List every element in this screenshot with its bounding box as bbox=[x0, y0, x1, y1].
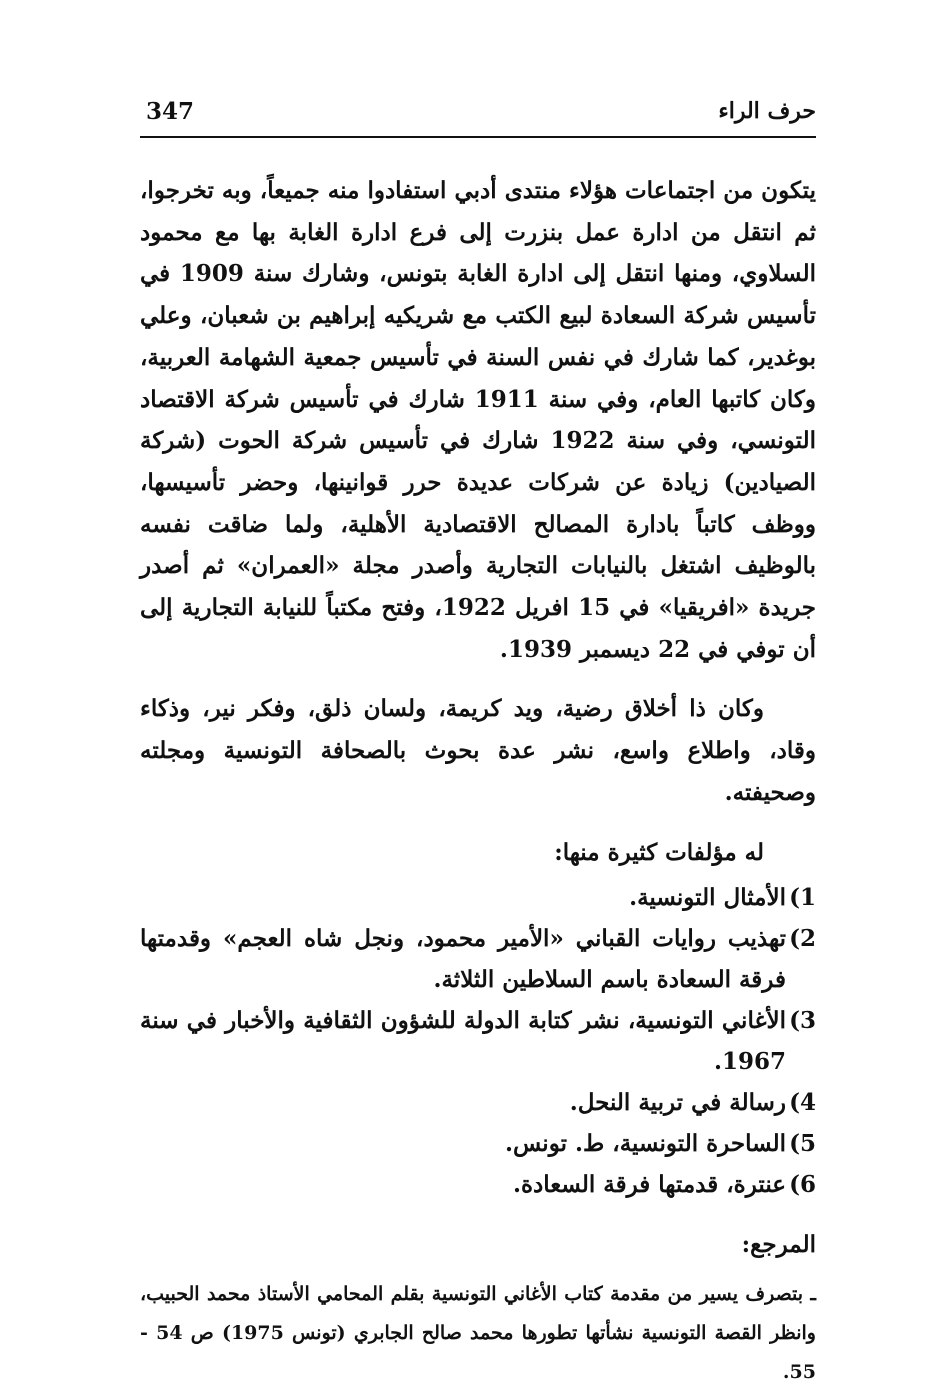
list-item-text: تهذيب روايات القباني «الأمير محمود، ونجل شاه العجم» وقدمتها فرقة السعادة باسم السلاطين الثلاثة. bbox=[140, 924, 786, 993]
list-item-number: 6) bbox=[789, 1170, 816, 1198]
list-item-number: 1) bbox=[789, 883, 816, 911]
list-item-number: 2) bbox=[789, 924, 816, 952]
list-item-text: الأمثال التونسية. bbox=[629, 883, 786, 911]
works-list bbox=[140, 877, 816, 1205]
list-item bbox=[140, 1082, 816, 1123]
list-item-text: عنترة، قدمتها فرقة السعادة. bbox=[512, 1170, 786, 1198]
works-intro: له مؤلفات كثيرة منها: bbox=[554, 838, 764, 866]
reference-text: ـ بتصرف يسير من مقدمة كتاب الأغاني التونسية بقلم المحامي الأستاذ محمد الحبيب، وانظر القصة التونسية نشأتها تطورها محمد صالح الجابري (تونس 1975) ص 54 - 55. bbox=[140, 1282, 816, 1383]
character-paragraph: وكان ذا أخلاق رضية، ويد كريمة، ولسان ذلق، وفكر نير، وذكاء وقاد، واطلاع واسع، نشر عدة بحوث بالصحافة التونسية ومجلته وصحيفته. bbox=[140, 695, 816, 806]
list-item bbox=[140, 877, 816, 918]
list-item-number: 4) bbox=[789, 1088, 816, 1116]
biography-paragraph: يتكون من اجتماعات هؤلاء منتدى أدبي استفادوا منه جميعاً، وبه تخرجوا، ثم انتقل من ادارة عمل بنزرت إلى فرع ادارة الغابة بها مع محمود السلاوي، ومنها انتقل إلى ادارة الغابة بتونس، وشارك سنة 1909 في تأسيس شركة السعادة لبيع الكتب مع شريكيه إبراهيم بن شعبان، وعلي بوغدير، كما شارك في نفس السنة في تأسيس جمعية الشهامة العربية، وكان كاتبها العام، وفي سنة 1911 شارك في تأسيس شركة الاقتصاد التونسي، وفي سنة 1922 شارك في تأسيس شركة الحوت (شركة الصيادين) زيادة عن شركات عديدة حرر قوانينها، وحضر تأسيسها، ووظف كاتباً بادارة المصالح الاقتصادية الأهلية، ولما ضاقت نفسه بالوظيف اشتغل بالنيابات التجارية وأصدر مجلة «العمران» ثم أصدر جريدة «افريقيا» في 15 افريل 1922، وفتح مكتباً للنيابة التجارية إلى أن توفي في 22 ديسمبر 1939. bbox=[140, 177, 816, 663]
list-item-text: الساحرة التونسية، ط. تونس. bbox=[504, 1129, 786, 1157]
list-item bbox=[140, 1000, 816, 1082]
page-header bbox=[140, 96, 816, 138]
list-item-number: 5) bbox=[789, 1129, 816, 1157]
list-item-text: الأغاني التونسية، نشر كتابة الدولة للشؤون الثقافية والأخبار في سنة 1967. bbox=[140, 1006, 786, 1075]
list-item bbox=[140, 1164, 816, 1205]
page-body bbox=[140, 170, 816, 1392]
list-item bbox=[140, 918, 816, 1000]
list-item-text: رسالة في تربية النحل. bbox=[569, 1088, 786, 1116]
chapter-title: حرف الراء bbox=[718, 98, 816, 124]
page-number: 347 bbox=[146, 98, 195, 125]
list-item-number: 3) bbox=[789, 1006, 816, 1034]
reference-heading: المرجع: bbox=[741, 1230, 816, 1258]
list-item bbox=[140, 1123, 816, 1164]
